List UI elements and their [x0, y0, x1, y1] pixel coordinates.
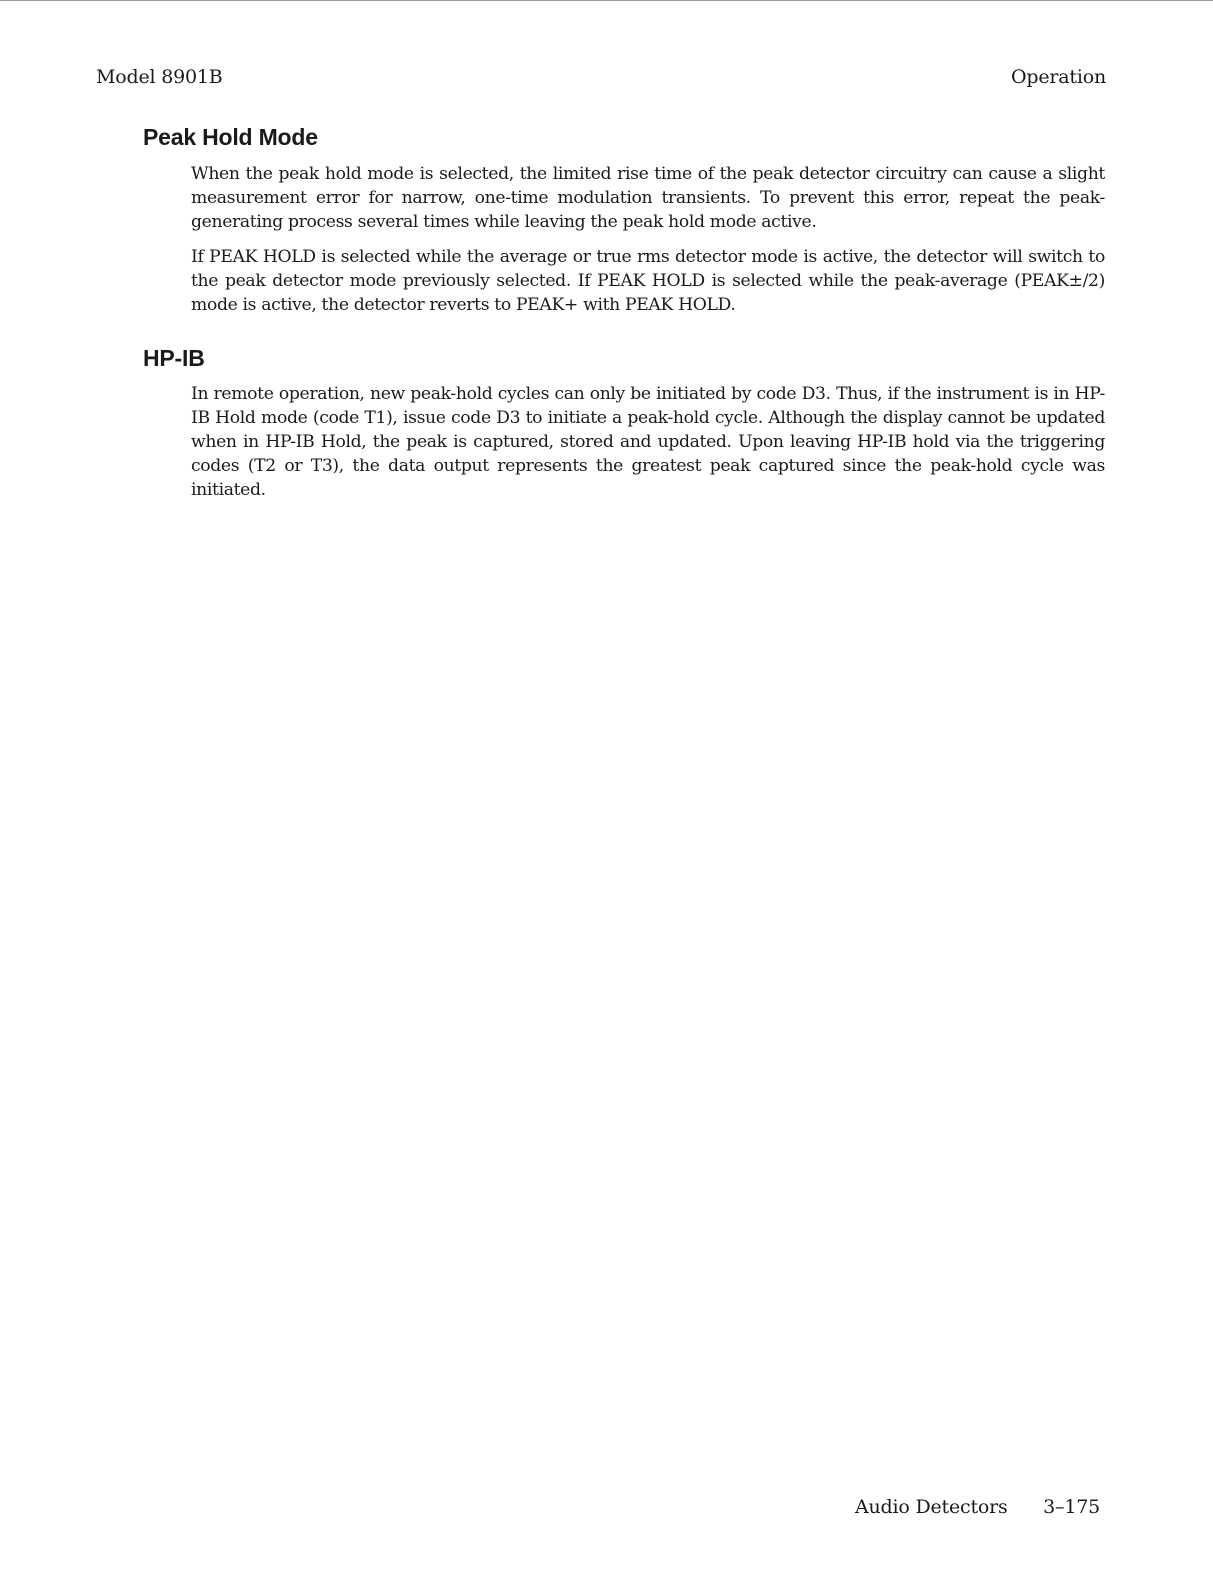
- section-heading-hp-ib: HP-IB: [143, 345, 205, 371]
- footer-page-number: 3–175: [1043, 1496, 1100, 1518]
- running-head-model: Model 8901B: [96, 66, 223, 88]
- top-rule: [0, 0, 1213, 1]
- footer-section-title: Audio Detectors: [855, 1496, 1008, 1518]
- section-heading-peak-hold-mode: Peak Hold Mode: [143, 124, 318, 150]
- paragraph-hp-ib-remote: In remote operation, new peak-hold cycles can only be initiated by code D3. Thus, if the instrument is in HP-IB Hold mode (code T1), issue code D3 to initiate a peak-hold cycle. Although the display cannot be updated when in HP-IB Hold, the peak is captured, stored and updated. Upon leaving HP-IB hold via the triggering codes (T2 or T3), the data output represents the greatest peak captured since the peak-hold cycle was initiated.: [191, 384, 1105, 500]
- running-head-chapter: Operation: [1011, 66, 1106, 88]
- paragraph-peak-hold-intro: When the peak hold mode is selected, the limited rise time of the peak detector circuitry can cause a slight measurement error for narrow, one-time modulation transients. To prevent this error, repeat the peak-generating process several times while leaving the peak hold mode active.: [191, 164, 1105, 232]
- paragraph-peak-hold-selection: If PEAK HOLD is selected while the average or true rms detector mode is active, the detector will switch to the peak detector mode previously selected. If PEAK HOLD is selected while the peak-average (PEAK±/2) mode is active, the detector reverts to PEAK+ with PEAK HOLD.: [191, 247, 1105, 315]
